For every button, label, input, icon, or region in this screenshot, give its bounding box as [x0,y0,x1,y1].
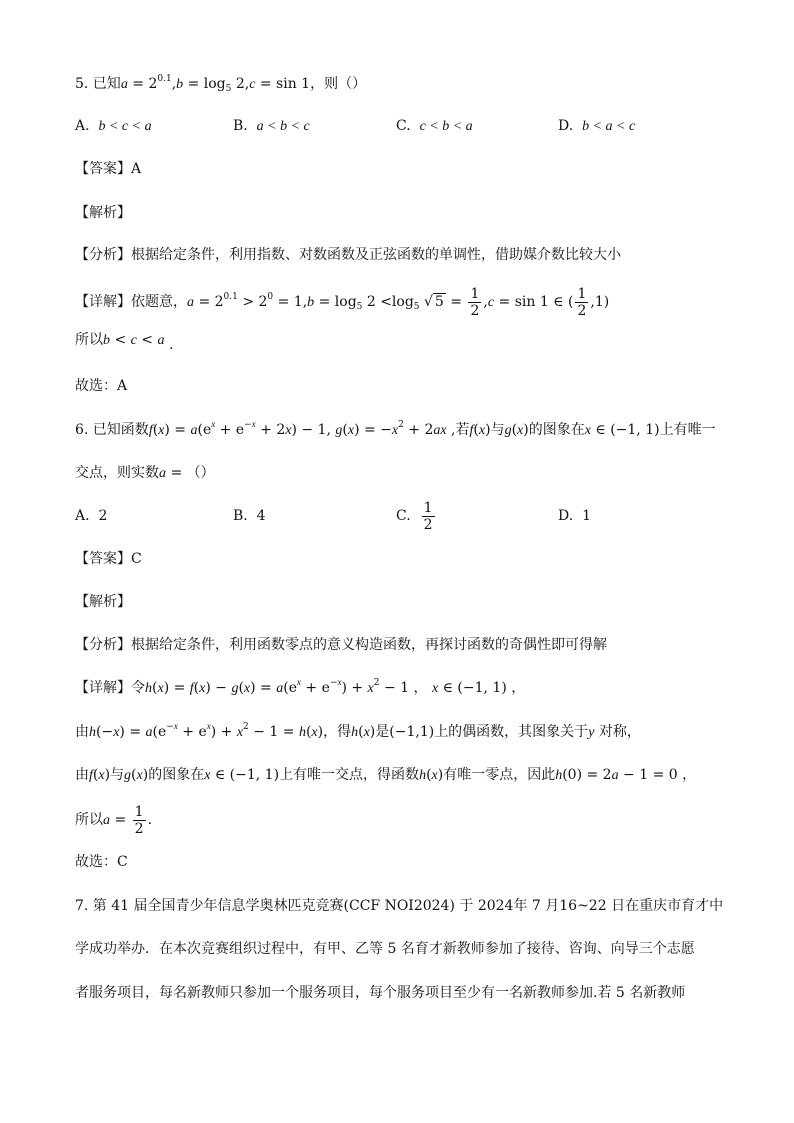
q6-stem-line2: 交点，则实数a = （） [75,465,215,481]
q6-detail: 【详解】令$h(x) = f(x) - g(x) = a(e^x + e^{-x}) + x^2 - 1$ ， x ∈ (−1, 1) ， [75,677,526,696]
q5-conclusion: 所以b < c < a . [75,332,174,353]
q6-option-b: B. 4 [233,508,266,524]
q6-detail-line2: 由$h(-x) = a(e^{-x} + e^x) + x^2 - 1 = h(x)$，得h(x)是(−1,1)上的偶函数，其图象关于y 对称， [75,721,641,740]
q7-line2: 学成功举办．在本次竞赛组织过程中，有甲、乙等 5 名育才新教师参加了接待、咨询、向导三个志愿 [75,941,695,957]
q5-option-c: C. c < b < a [396,118,473,134]
q6-answer: 【答案】C [75,551,142,567]
q5-detail: 【详解】依题意，$a = 2^{0.1} > 2^0 = 1,b = \log_5 2 <\log_5$ √ 5 = $\frac{1}{2}$ ,c = sin 1 ∈ ( $\frac{1}{2}$ ,1) [75,285,610,319]
q5-answer: 【答案】A [75,161,142,177]
q5-analysis-heading: 【解析】 [75,205,131,221]
q6-option-a: A. 2 [75,508,108,524]
q7-line3: 者服务项目，每名新教师只参加一个服务项目，每个服务项目至少有一名新教师参加.若 5 名新教师 [75,985,686,1001]
q5-option-a: A. b < c < a [75,118,152,134]
q6-choice: 故选：C [75,854,128,870]
q5-choice: 故选：A [75,378,128,394]
q5-option-b: B. a < b < c [233,118,310,134]
q6-fenxi: 【分析】根据给定条件，利用函数零点的意义构造函数，再探讨函数的奇偶性即可得解 [75,637,607,653]
q6-analysis-heading: 【解析】 [75,594,131,610]
q6-detail-line3: 由f(x)与g(x)的图象在x ∈ (−1, 1)上有唯一交点，得函数h(x)有唯一零点，因此h(0) = 2a − 1 = 0 ， [75,767,697,783]
q6-option-c: C. $\frac{1}{2}$ [396,499,433,533]
q5-fenxi: 【分析】根据给定条件，利用指数、对数函数及正弦函数的单调性，借助媒介数比较大小 [75,247,621,263]
q6-conclusion: 所以a = $\frac{1}{2}$ . [75,803,153,837]
q7-line1: 7. 第 41 届全国青少年信息学奥林匹克竞赛(CCF NOI2024) 于 2024年 7 月16~22 日在重庆市育才中 [75,898,724,914]
q5-stem: 5. 已知$a = 2^{0.1},b = \log_5 2,c = \sin 1$，则（） [75,74,367,94]
q6-stem-line1: 6. 已知函数$f(x) = a(e^x + e^{-x} + 2x) - 1$, $g(x) = -x^2 + 2ax$ ,若f(x)与g(x)的图象在x ∈ (−1, 1)上有唯一 [75,419,716,438]
q6-option-d: D. 1 [558,508,592,524]
q5-option-d: D. b < a < c [558,118,636,134]
